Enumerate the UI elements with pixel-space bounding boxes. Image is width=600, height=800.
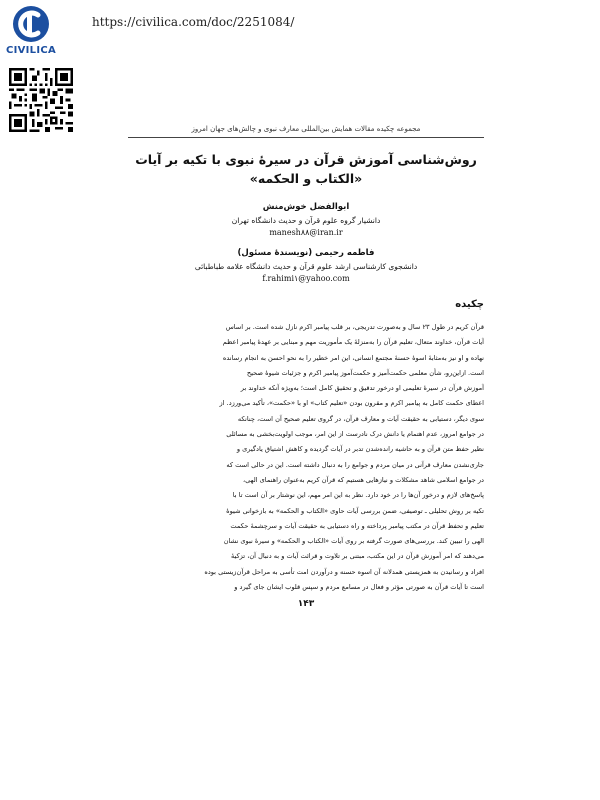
abstract-line: است. ازاین‌رو، شأن معلمی حکمت‌آمیز و حکمت‌آموز پیامبر اکرم و جزئیات شیوهٔ صحیح [246, 368, 484, 377]
author-block [128, 200, 484, 239]
document-url[interactable]: https://civilica.com/doc/2251084/ [92, 15, 295, 29]
abstract-line: است تا آیات قرآن به صورتی مؤثر و فعال در مسامع مردم و سپس قلوب ایشان جای گیرد و [234, 583, 484, 592]
paper-title-line: روش‌شناسی آموزش قرآن در سیرهٔ نبوی با تکیه بر آیات [135, 152, 477, 167]
page-number: ۱۴۳ [297, 599, 315, 610]
author-block [128, 246, 484, 285]
running-header: مجموعه چکیده مقالات همایش بین‌المللی معارف نبوی و چالش‌های جهان امروز [128, 125, 484, 138]
abstract-line: قرآن کریم در طول ۲۳ سال و به‌صورت تدریجی، بر قلب پیامبر اکرم نازل شده است. بر اساس [225, 323, 484, 331]
abstract-line: اعطای حکمت کامل به پیامبر اکرم و مقرون بودن «تعلیم کتاب» او با «حکمت»، تأکید می‌ورزد. از [219, 399, 484, 408]
abstract-line: می‌دهند که امر آموزش قرآن در این مکتب، مبتنی بر تلاوت و قرائت آیات و به دنبال آن، تزکیهٔ [230, 552, 484, 561]
author-email: f.rahimi۱@yahoo.com [262, 274, 350, 283]
abstract-body [128, 320, 484, 595]
author-name: ابوالفضل خوش‌منش [262, 202, 350, 212]
paper-title-line: «الکتاب و الحکمه» [249, 171, 363, 186]
abstract-line: آیات قرآن، خداوند متعال، تعلیم قرآن را به‌منزلهٔ یک مأموریت مهم و مبنایی بر عهدهٔ پیامبر اعظم [222, 338, 484, 347]
abstract-line: الهی را تبیین کند. بررسی‌های صورت گرفته بر روی آیات «الکتاب و الحکمه» و سیرهٔ نبوی نشان [223, 537, 484, 546]
document-page [128, 125, 484, 609]
authors [128, 200, 484, 285]
civilica-logo[interactable] [4, 4, 58, 60]
abstract-line: نظیر حفظ متن قرآن و به حاشیه رانده‌شدن تدبر در آیات گردیده و کاهش اشتیاق یادگیری و [236, 445, 484, 454]
author-affiliation: دانشیار گروه علوم قرآن و حدیث دانشگاه تهران [231, 216, 381, 225]
abstract-line: در جوامع امروز، عدم اهتمام یا دانش درک نادرست از این امر، موجب اولویت‌بخشی به مسائلی [226, 430, 484, 439]
abstract-line: جاری‌نشدن معارف قرآنی در میان مردم و جوامع را به دنبال داشته است. این در حالی است که [226, 460, 484, 469]
abstract-line: نهاده و او نیز به‌مثابهٔ اسوهٔ حسنهٔ مجتمع انسانی، این امر خطیر را به نحو احسن به انجام رسانده [222, 353, 484, 362]
abstract-heading: چکیده [455, 299, 484, 310]
author-name: فاطمه رحیمی (نویسندهٔ مسئول) [237, 248, 375, 258]
civilica-logo-mark [11, 4, 51, 44]
civilica-logo-text: CIVILICA [5, 45, 57, 56]
author-email: manesh۸۸@iran.ir [269, 228, 343, 237]
abstract-line: آموزش قرآن در سیرهٔ تعلیمی او درخور تدقیق و تحقیق کامل است؛ به‌ویژه آنکه خداوند بر [240, 384, 484, 393]
qr-code [9, 68, 73, 132]
abstract-line: سوی دیگر، دستیابی به حقیقت آیات و معارف قرآن، در گروی تعلیم صحیح آن است، چنانکه [237, 414, 484, 423]
abstract-line: پاسخ‌های لازم و درخور آن‌ها را در خود دارد. نظر به این امر مهم، این نوشتار بر آن است تا با [232, 491, 484, 500]
abstract-line: تکیه بر روش تحلیلی ـ توصیفی، ضمن بررسی آیات حاوی «الکتاب و الحکمه» به بازخوانی شیوهٔ [226, 506, 484, 515]
author-affiliation: دانشجوی کارشناسی ارشد علوم قرآن و حدیث دانشگاه علامه طباطبائی [194, 262, 418, 271]
abstract-line: افراد و رسانیدن به همزیستی همدلانه آن اسوه حسنه و درآوردن امت تأسی به مراحل قرآن‌زیستی بوده [204, 567, 484, 576]
abstract-line: تعلیم و تحفظ قرآن در مکتب پیامبر پرداخته و راه دستیابی به حقیقت آیات و سرچشمهٔ حکمت [230, 521, 484, 530]
abstract-line: در جوامع اسلامی شاهد مشکلات و نیازهایی هستیم که قرآن کریم به‌عنوان راهنمای الهی، [243, 475, 484, 484]
paper-title [128, 150, 484, 188]
